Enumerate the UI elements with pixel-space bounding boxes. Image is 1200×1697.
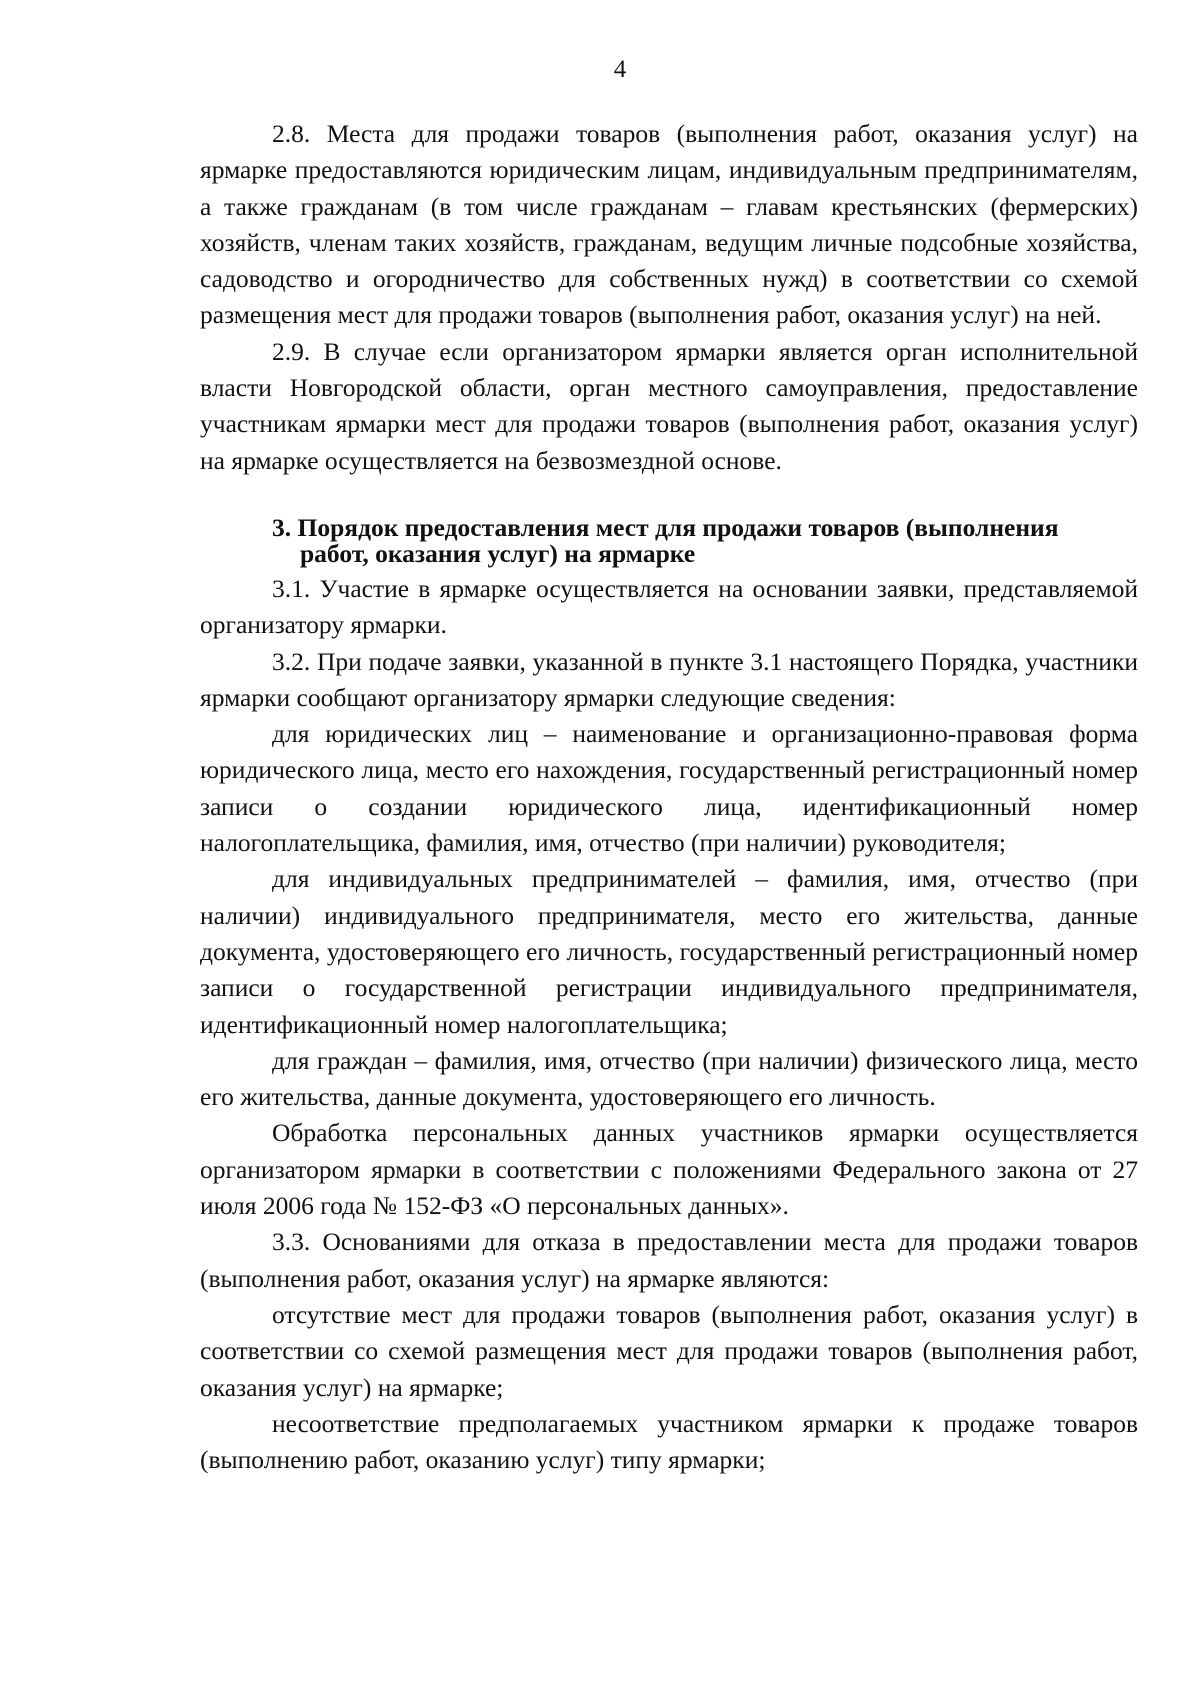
paragraph-2-9: 2.9. В случае если организатором ярмарки является орган исполнительной власти Новгородской области, орган местного самоуправления, предоставление участникам ярмарки мест для продажи товаров (выполнения работ, оказания услуг) на ярмарке осуществляется на безвозмездной основе.: [200, 336, 1138, 475]
paragraph-citizens: для граждан – фамилия, имя, отчество (при наличии) физического лица, место его жительства, данные документа, удостоверяющего его личность.: [200, 1045, 1138, 1112]
section-3-heading: [200, 512, 1138, 568]
paragraph-3-2: 3.2. При подаче заявки, указанной в пункте 3.1 настоящего Порядка, участники ярмарки сообщают организатору ярмарки следующие сведения:: [200, 646, 1138, 712]
section-3-heading-line-1: 3. Порядок предоставления мест для продажи товаров (выполнения: [272, 512, 1059, 542]
page-number: 4: [613, 56, 627, 83]
paragraph-3-3: 3.3. Основаниями для отказа в предоставлении места для продажи товаров (выполнения работ, оказания услуг) на ярмарке являются:: [200, 1227, 1138, 1293]
paragraph-entrepreneurs: для индивидуальных предпринимателей – фамилия, имя, отчество (при наличии) индивидуального предпринимателя, место его жительства, данные документа, удостоверяющего его личность, государственный регистрационный номер записи о государственной регистрации индивидуального предпринимателя, идентификационный номер налогоплательщика;: [200, 864, 1138, 1039]
paragraph-no-places: отсутствие мест для продажи товаров (выполнения работ, оказания услуг) в соответствии со схемой размещения мест для продажи товаров (выполнения работ, оказания услуг) на ярмарке;: [200, 1299, 1138, 1402]
paragraph-mismatch: несоответствие предполагаемых участником ярмарки к продаже товаров (выполнению работ, оказанию услуг) типу ярмарки;: [200, 1408, 1138, 1475]
paragraph-personal-data: Обработка персональных данных участников ярмарки осуществляется организатором ярмарки в соответствии с положениями Федерального закона от 27 июля 2006 года № 152-ФЗ «О персональных данных».: [200, 1118, 1138, 1221]
paragraph-2-8: 2.8. Места для продажи товаров (выполнения работ, оказания услуг) на ярмарке предоставляются юридическим лицам, индивидуальным предпринимателям, а также гражданам (в том числе гражданам – главам крестьянских (фермерских) хозяйств, членам таких хозяйств, гражданам, ведущим личные подсобные хозяйства, садоводство и огородничество для собственных нужд) в соответствии со схемой размещения мест для продажи товаров (выполнения работ, оказания услуг) на ней.: [200, 119, 1138, 330]
section-3-heading-line-2: работ, оказания услуг) на ярмарке: [300, 538, 696, 568]
paragraph-3-1: 3.1. Участие в ярмарке осуществляется на основании заявки, представляемой организатору ярмарки.: [200, 573, 1138, 640]
document-body: [200, 116, 1138, 1478]
paragraph-legal-entities: для юридических лиц – наименование и организационно-правовая форма юридического лица, место его нахождения, государственный регистрационный номер записи о создании юридического лица, идентификационный номер налогоплательщика, фамилия, имя, отчество (при наличии) руководителя;: [200, 719, 1138, 858]
